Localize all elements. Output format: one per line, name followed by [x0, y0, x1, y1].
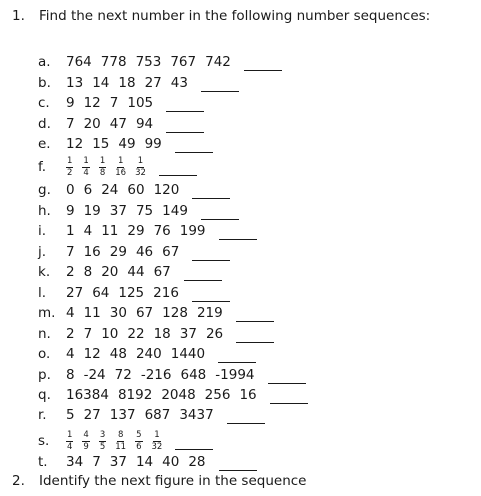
sequence-term: 7: [109, 95, 119, 111]
sequence-term: 7: [66, 116, 75, 132]
fraction-denominator: 9: [83, 441, 89, 452]
answer-blank[interactable]: [175, 143, 213, 153]
sequence-term: 105: [127, 95, 154, 111]
item-letter: g.: [38, 182, 51, 198]
fraction-numerator: 5: [136, 429, 142, 440]
sequence-term: 742: [205, 54, 231, 70]
fraction-term: [82, 431, 89, 452]
fraction-numerator: 1: [67, 429, 73, 440]
answer-blank[interactable]: [244, 61, 282, 71]
sequence-term: 3437: [179, 407, 214, 423]
sequence-term: 128: [162, 305, 188, 321]
sequence-term: 199: [179, 223, 206, 239]
sequence-term: 7: [83, 326, 93, 342]
sequence-terms: [66, 387, 266, 403]
sequence-item: [38, 74, 239, 92]
sequence-term: 47: [109, 116, 127, 132]
sequence-terms: [66, 305, 232, 321]
answer-blank[interactable]: [166, 123, 204, 133]
sequence-item: [38, 428, 213, 454]
sequence-item: [38, 345, 256, 363]
sequence-term: 20: [83, 116, 101, 132]
fraction-term: [152, 431, 163, 452]
sequence-term: 648: [180, 367, 207, 383]
sequence-item: [38, 202, 239, 220]
sequence-term: 67: [135, 305, 154, 321]
sequence-item: [38, 406, 265, 424]
sequence-term: 40: [162, 454, 180, 470]
sequence-term: 4: [66, 346, 75, 362]
fraction-numerator: 1: [117, 155, 124, 166]
sequence-term: 10: [101, 326, 119, 342]
sequence-terms: [66, 136, 171, 152]
sequence-term: 16384: [66, 387, 109, 403]
fraction-term: [99, 431, 106, 452]
fraction-numerator: 1: [154, 429, 160, 440]
sequence-term: 18: [153, 326, 171, 342]
item-letter: p.: [38, 367, 51, 383]
sequence-term: 46: [135, 244, 154, 260]
sequence-term: 76: [153, 223, 171, 239]
item-letter: e.: [38, 136, 51, 152]
sequence-term: 27: [144, 75, 162, 91]
sequence-term: 49: [118, 136, 136, 152]
fraction-term: [115, 157, 126, 178]
sequence-term: 48: [109, 346, 127, 362]
answer-blank[interactable]: [201, 210, 239, 220]
sequence-item: [38, 304, 274, 322]
sequence-term: 67: [153, 264, 171, 280]
answer-blank[interactable]: [192, 251, 230, 261]
answer-blank[interactable]: [236, 312, 274, 322]
item-letter: d.: [38, 116, 51, 132]
fraction-denominator: 11: [115, 441, 127, 452]
sequence-term: 13: [66, 75, 84, 91]
sequence-terms: [66, 157, 155, 178]
question-1-text: Find the next number in the following number sequences:: [39, 8, 431, 24]
answer-blank[interactable]: [268, 374, 306, 384]
sequence-terms: [66, 454, 215, 470]
sequence-term: 22: [127, 326, 145, 342]
sequence-term: 24: [101, 182, 119, 198]
item-letter: f.: [38, 159, 47, 175]
sequence-term: 11: [101, 223, 119, 239]
sequence-term: 2048: [161, 387, 196, 403]
sequence-term: 0: [66, 182, 75, 198]
answer-blank[interactable]: [166, 102, 204, 112]
sequence-item: [38, 263, 222, 281]
question-1-number: 1.: [12, 8, 25, 24]
sequence-term: 75: [135, 203, 154, 219]
sequence-terms: [66, 407, 223, 423]
item-letter: l.: [38, 285, 47, 301]
item-letter: r.: [38, 407, 47, 423]
sequence-term: 16: [239, 387, 257, 403]
sequence-term: 64: [92, 285, 110, 301]
fraction-denominator: 6: [136, 441, 142, 452]
sequence-term: 219: [196, 305, 223, 321]
question-1-title: [12, 8, 430, 24]
sequence-term: 30: [109, 305, 127, 321]
item-letter: j.: [38, 244, 47, 260]
item-letter: q.: [38, 387, 51, 403]
sequence-term: 7: [92, 454, 101, 470]
sequence-term: 27: [83, 407, 101, 423]
sequence-term: 18: [118, 75, 136, 91]
sequence-term: 4: [83, 223, 93, 239]
sequence-term: 12: [66, 136, 84, 152]
question-2-number: 2.: [12, 473, 25, 489]
fraction-numerator: 1: [99, 155, 106, 166]
item-letter: i.: [38, 223, 47, 239]
answer-blank[interactable]: [270, 394, 308, 404]
sequence-term: 28: [188, 454, 206, 470]
fraction-numerator: 3: [99, 429, 106, 440]
fraction-denominator: 8: [99, 167, 106, 178]
sequence-term: 34: [66, 454, 84, 470]
fraction-denominator: 2: [67, 167, 73, 178]
sequence-term: 11: [83, 305, 101, 321]
sequence-term: 26: [205, 326, 224, 342]
sequence-term: 14: [135, 454, 154, 470]
sequence-term: 60: [127, 182, 145, 198]
sequence-term: 37: [109, 454, 127, 470]
fraction-denominator: 32: [151, 441, 163, 452]
sequence-item: [38, 366, 306, 384]
sequence-terms: [66, 346, 214, 362]
sequence-term: 687: [144, 407, 171, 423]
fraction-term: [66, 431, 73, 452]
sequence-term: 2: [66, 326, 75, 342]
sequence-term: 43: [170, 75, 188, 91]
sequence-term: 14: [92, 75, 110, 91]
fraction-denominator: 5: [99, 441, 106, 452]
item-letter: c.: [38, 95, 50, 111]
fraction-term: [135, 431, 142, 452]
sequence-term: 99: [144, 136, 162, 152]
sequence-term: 27: [66, 285, 84, 301]
sequence-terms: [66, 326, 232, 342]
fraction-term: [99, 157, 106, 178]
fraction-denominator: 32: [135, 167, 146, 178]
sequence-item: [38, 222, 257, 240]
fraction-term: [66, 157, 73, 178]
sequence-terms: [66, 264, 180, 280]
sequence-term: 12: [83, 346, 101, 362]
answer-blank[interactable]: [192, 189, 230, 199]
fraction-denominator: 4: [83, 167, 89, 178]
sequence-term: -216: [140, 367, 172, 383]
sequence-terms: [66, 75, 197, 91]
sequence-term: 12: [83, 95, 101, 111]
answer-blank[interactable]: [159, 166, 197, 176]
sequence-item: [38, 325, 274, 343]
item-letter: o.: [38, 346, 51, 362]
sequence-item: [38, 53, 282, 71]
sequence-term: 29: [127, 223, 145, 239]
sequence-item: [38, 135, 213, 153]
sequence-term: 9: [66, 203, 75, 219]
item-letter: k.: [38, 264, 51, 280]
sequence-term: 216: [153, 285, 179, 301]
sequence-term: 15: [92, 136, 110, 152]
sequence-term: 764: [66, 54, 92, 70]
sequence-item: [38, 154, 197, 180]
sequence-item: [38, 453, 257, 471]
sequence-terms: [66, 244, 188, 260]
sequence-item: [38, 181, 230, 199]
sequence-term: 2: [66, 264, 75, 280]
sequence-term: 240: [135, 346, 162, 362]
sequence-term: 37: [179, 326, 197, 342]
item-letter: h.: [38, 203, 51, 219]
sequence-term: 67: [162, 244, 180, 260]
sequence-item: [38, 243, 230, 261]
fraction-term: [115, 431, 126, 452]
sequence-term: -1994: [215, 367, 255, 383]
sequence-term: 149: [162, 203, 188, 219]
answer-blank[interactable]: [236, 333, 274, 343]
sequence-item: [38, 386, 308, 404]
answer-blank[interactable]: [184, 271, 222, 281]
sequence-term: 29: [109, 244, 127, 260]
sequence-term: 94: [135, 116, 154, 132]
sequence-term: 120: [153, 182, 180, 198]
sequence-term: 778: [100, 54, 127, 70]
sequence-terms: [66, 116, 162, 132]
answer-blank[interactable]: [201, 82, 239, 92]
sequence-term: 1: [66, 223, 75, 239]
sequence-term: 9: [66, 95, 75, 111]
sequence-term: 6: [83, 182, 93, 198]
sequence-term: 1440: [170, 346, 206, 362]
sequence-item: [38, 284, 230, 302]
item-letter: b.: [38, 75, 51, 91]
sequence-term: 8: [66, 367, 75, 383]
answer-blank[interactable]: [227, 414, 265, 424]
sequence-term: 8192: [117, 387, 153, 403]
sequence-terms: [66, 182, 188, 198]
sequence-term: 37: [109, 203, 127, 219]
sequence-term: 44: [127, 264, 145, 280]
sequence-terms: [66, 223, 215, 239]
sequence-terms: [66, 367, 264, 383]
sequence-term: 256: [204, 387, 231, 403]
sequence-term: 125: [118, 285, 145, 301]
item-letter: a.: [38, 54, 51, 70]
sequence-term: 72: [114, 367, 132, 383]
sequence-term: 20: [101, 264, 119, 280]
question-2-text: Identify the next figure in the sequence: [39, 473, 307, 489]
fraction-numerator: 1: [67, 155, 73, 166]
sequence-term: 19: [83, 203, 101, 219]
item-letter: m.: [38, 305, 56, 321]
item-letter: t.: [38, 454, 48, 470]
sequence-term: 16: [83, 244, 101, 260]
sequence-terms: [66, 203, 197, 219]
item-letter: n.: [38, 326, 51, 342]
sequence-term: 4: [66, 305, 75, 321]
fraction-numerator: 1: [137, 155, 144, 166]
fraction-denominator: 16: [115, 167, 127, 178]
answer-blank[interactable]: [219, 230, 257, 240]
sequence-item: [38, 115, 204, 133]
sequence-term: 8: [83, 264, 93, 280]
sequence-item: [38, 94, 204, 112]
sequence-terms: [66, 285, 188, 301]
sequence-term: 5: [66, 407, 75, 423]
item-letter: s.: [38, 433, 50, 449]
fraction-denominator: 4: [67, 441, 73, 452]
sequence-terms: [66, 95, 162, 111]
fraction-numerator: 4: [83, 429, 89, 440]
answer-blank[interactable]: [192, 292, 230, 302]
answer-blank[interactable]: [175, 440, 213, 450]
fraction-numerator: 8: [117, 429, 124, 440]
fraction-term: [135, 157, 146, 178]
sequence-term: 767: [170, 54, 197, 70]
question-2-title: [12, 473, 306, 489]
fraction-numerator: 1: [83, 155, 89, 166]
sequence-terms: [66, 54, 240, 70]
answer-blank[interactable]: [219, 461, 257, 471]
sequence-term: -24: [83, 367, 106, 383]
fraction-term: [82, 157, 89, 178]
sequence-term: 753: [135, 54, 162, 70]
sequence-term: 7: [66, 244, 75, 260]
sequence-terms: [66, 431, 171, 452]
answer-blank[interactable]: [218, 353, 256, 363]
sequence-term: 137: [109, 407, 136, 423]
